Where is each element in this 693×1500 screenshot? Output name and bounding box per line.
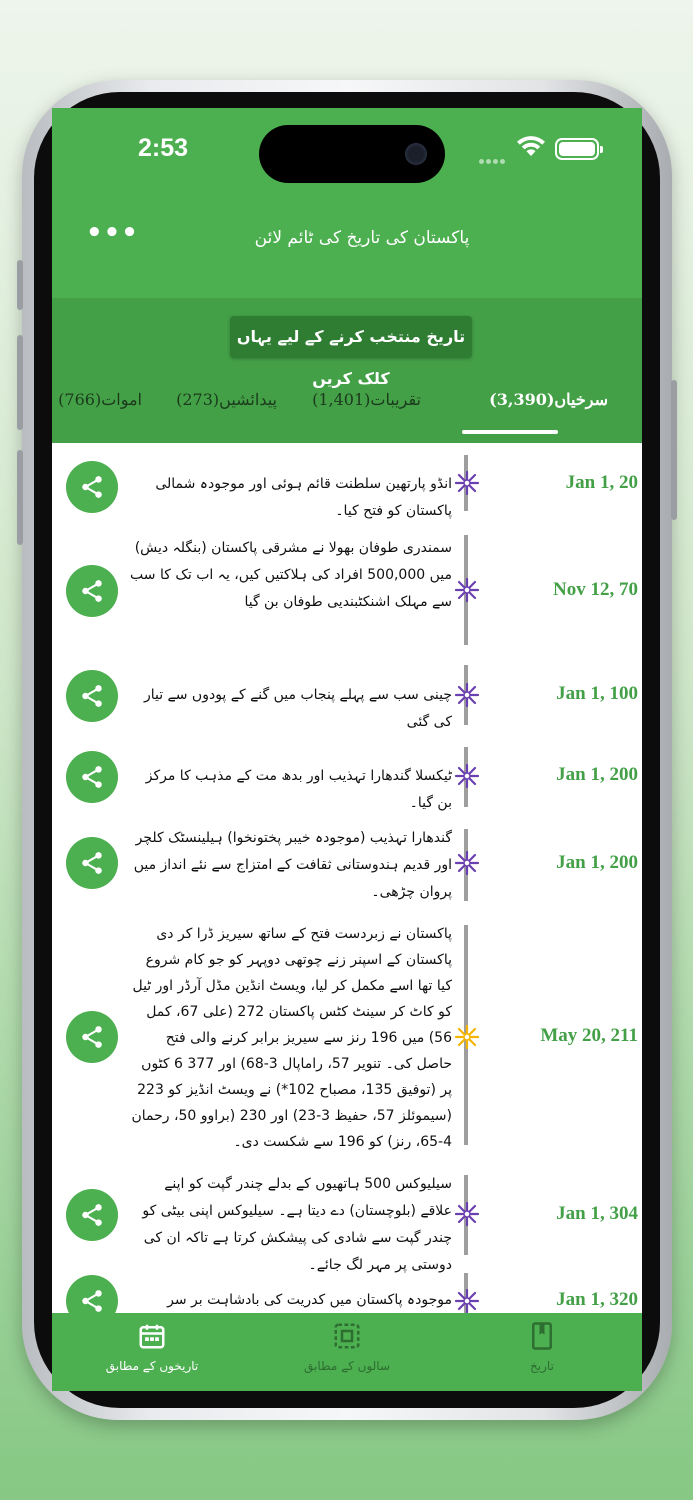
book-icon [527,1321,557,1351]
event-date: Jan 1, 20 [565,472,638,493]
event-date: Jan 1, 100 [556,683,638,704]
share-icon [79,764,105,790]
tab-deaths[interactable]: اموات(766) [58,390,142,409]
status-time: 2:53 [138,134,189,162]
event-text: انڈو پارتھین سلطنت قائم ہوئی اور موجودہ شمالی پاکستان کو فتح کیا۔ [155,476,452,519]
event-text: چینی سب سے پہلے پنجاب میں گنے کے پودوں سے تیار کی گئی [143,687,452,730]
share-icon [79,1288,105,1314]
battery-icon [555,138,599,160]
event-text: موجودہ پاکستان میں کدریت کی بادشاہت بر سر [167,1292,452,1308]
date-picker-button[interactable]: تاریخ منتخب کرنے کے لیے یہاں کلک کریں [230,316,472,358]
nav-label: سالوں کے مطابق [303,1359,391,1373]
timeline-row [52,451,642,521]
share-icon [79,1024,105,1050]
nav-history[interactable] [444,1313,640,1391]
active-tab-indicator [462,430,558,434]
sun-icon [455,1025,479,1049]
snowflake-icon [455,683,479,707]
bottom-navigation [52,1313,642,1391]
event-date: Jan 1, 200 [556,852,638,873]
share-button[interactable] [66,1189,118,1241]
share-icon [79,474,105,500]
event-text: سمندری طوفان بھولا نے مشرقی پاکستان (بنگلہ دیش) میں 500,000 افراد کی ہلاکتیں کیں، یہ اب تک کا سب سے مہلک اشنکٹبندیی طوفان بن گیا [130,540,452,610]
phone-power-button [671,380,677,520]
snowflake-icon [455,578,479,602]
date-range-icon [332,1321,362,1351]
app-bar [52,188,642,298]
share-icon [79,850,105,876]
filter-bar [52,298,642,443]
tab-births[interactable]: پیدائشیں(273) [176,390,277,409]
camera-icon [405,143,427,165]
snowflake-icon [455,851,479,875]
timeline-row [52,1171,642,1273]
snowflake-icon [455,471,479,495]
timeline-row [52,535,642,645]
event-text: پاکستان نے زبردست فتح کے ساتھ سیریز ڈرا کر دی پاکستان کے اسپنر زنے چوتھی دوپہر کو جو کام شروع کیا تھا اسے مکمل کر لیا، ویسٹ انڈین مڈل آرڈر اور ٹیل کو کاٹ کر سینٹ کٹس پاکستان 272 (علی 67، کمل 56) میں 196 رنز سے سیریز برابر کرنے والی فتح حاصل کی۔ تنویر 57، راماپال 3-68) اور 377 6 کٹوں پر (توفیق 135، مصباح 102*) نے ویسٹ انڈیز کو 223 (سیموئلز 57، حفیظ 3-23) اور 230 (براوو 50، رحمان 4-65، رنز) کو 196 سے شکست دی۔ [131,926,452,1150]
nav-by-years[interactable] [249,1313,445,1391]
phone-volume-down-button [17,450,23,545]
timeline-list[interactable] [52,443,642,1313]
timeline-row [52,825,642,905]
share-icon [79,578,105,604]
snowflake-icon [455,1289,479,1313]
share-button[interactable] [66,565,118,617]
share-button[interactable] [66,461,118,513]
dynamic-island [259,125,445,183]
share-button[interactable] [66,1011,118,1063]
event-date: Jan 1, 304 [556,1203,638,1224]
cellular-signal-icon [479,149,507,168]
phone-action-button [17,260,23,310]
app-title: پاکستان کی تاریخ کی ٹائم لائن [254,228,470,248]
calendar-icon [137,1321,167,1351]
share-button[interactable] [66,670,118,722]
share-icon [79,1202,105,1228]
event-text: گندھارا تہذیب (موجودہ خیبر پختونخوا) ہیلینسٹک کلچر اور قدیم ہندوستانی ثقافت کے امتزاج سے نئے انداز میں پروان چڑھی۔ [133,830,452,900]
event-text: سیلیوکس 500 ہاتھیوں کے بدلے چندر گپت کو اپنے علاقے (بلوچستان) دے دیتا ہے۔ سیلیوکس اپنی بیٹی کو چندر گپت سے شادی کی پیشکش کرتا ہے تاکہ ان کی دوستی پر مہر لگ جائے۔ [142,1176,452,1273]
tab-events[interactable]: تقریبات(1,401) [312,390,421,409]
phone-frame [22,80,672,1420]
event-date: May 20, 211 [540,1025,638,1046]
timeline-row [52,743,642,813]
timeline-row [52,661,642,731]
nav-label: تاریخ [530,1359,554,1373]
event-date: Jan 1, 320 [556,1289,638,1310]
app-screen [52,108,642,1391]
nav-by-dates[interactable] [54,1313,250,1391]
snowflake-icon [455,1202,479,1226]
share-icon [79,683,105,709]
share-button[interactable] [66,751,118,803]
more-horizontal-icon[interactable]: ••• [86,218,139,248]
event-date: Nov 12, 70 [553,579,638,600]
timeline-row [52,921,642,1156]
status-bar [52,108,642,188]
phone-volume-up-button [17,335,23,430]
snowflake-icon [455,764,479,788]
share-button[interactable] [66,837,118,889]
wifi-icon [516,135,546,157]
nav-label: تاریخوں کے مطابق [105,1359,199,1373]
tab-headlines[interactable]: سرخیاں(3,390) [489,390,608,409]
event-date: Jan 1, 200 [556,764,638,785]
event-text: ٹیکسلا گندھارا تہذیب اور بدھ مت کے مذہب کا مرکز بن گیا۔ [145,768,452,811]
